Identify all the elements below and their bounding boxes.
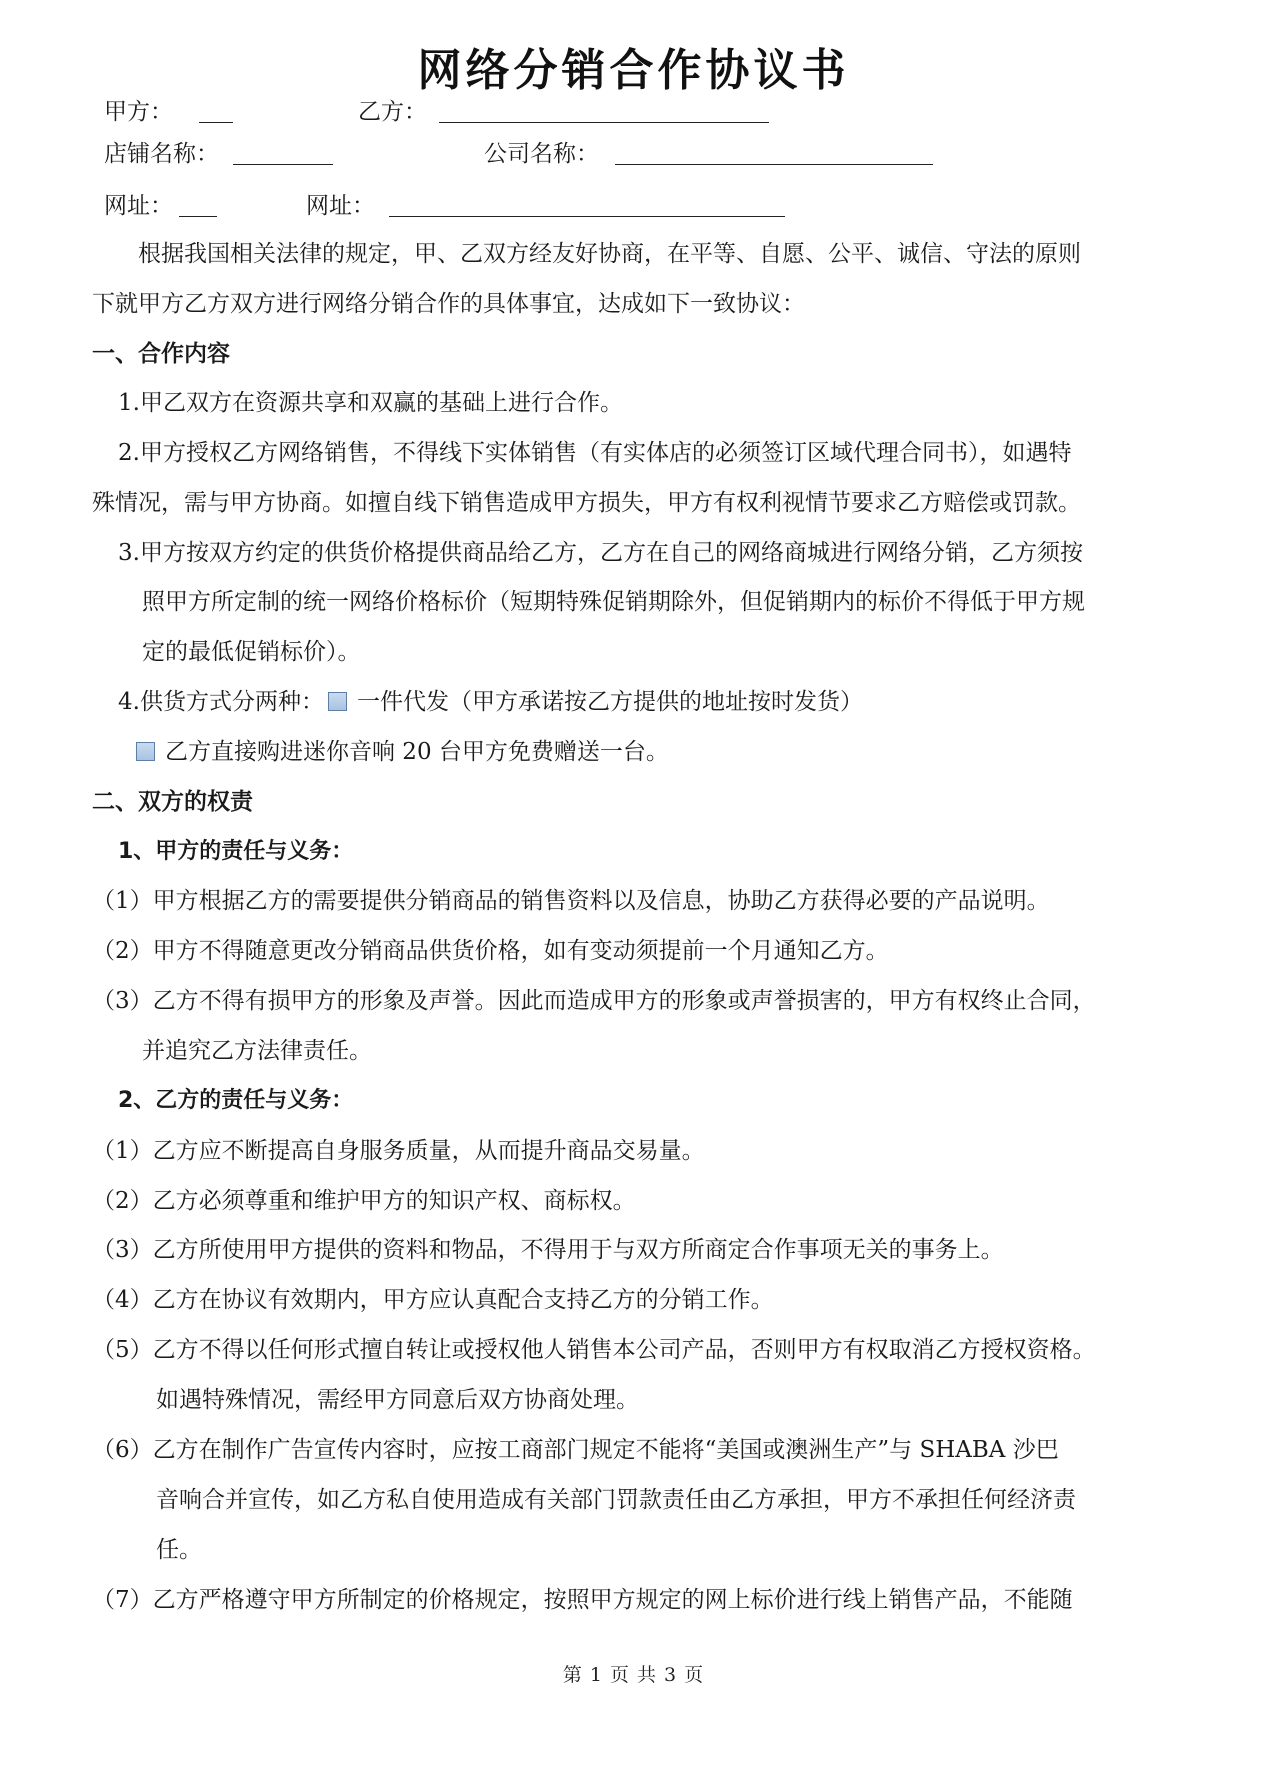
website-b-blank[interactable]: [389, 192, 785, 217]
sub-heading-party-b: 2、乙方的责任与义务：: [118, 1088, 354, 1113]
section-2-heading: 二、双方的权责: [92, 789, 253, 815]
clause-1-3-c: 定的最低促销标价）。: [142, 639, 361, 665]
website-b-field: [306, 190, 785, 222]
party-b-duty-2: （2）乙方必须尊重和维护甲方的知识产权、商标权。: [92, 1188, 636, 1214]
party-a-duty-3-b: 并追究乙方法律责任。: [142, 1038, 372, 1064]
party-b-duty-4: （4）乙方在协议有效期内，甲方应认真配合支持乙方的分销工作。: [92, 1287, 774, 1313]
page-footer: 第 1 页 共 3 页: [562, 1664, 705, 1686]
sub-heading-party-a: 1、甲方的责任与义务：: [118, 839, 354, 864]
party-a-duty-1: （1）甲方根据乙方的需要提供分销商品的销售资料以及信息，协助乙方获得必要的产品说明。: [92, 888, 1050, 914]
party-b-duty-6-a: （6）乙方在制作广告宣传内容时，应按工商部门规定不能将“美国或澳洲生产”与 SHABA 沙巴: [92, 1437, 1059, 1463]
company-name-label: 公司名称：: [484, 141, 599, 167]
party-b-duty-6-c: 任。: [156, 1537, 202, 1563]
shop-name-label: 店铺名称：: [104, 141, 219, 167]
party-b-duty-5-b: 如遇特殊情况，需经甲方同意后双方协商处理。: [156, 1387, 639, 1413]
checkbox-option-1[interactable]: [328, 692, 347, 711]
party-b-duty-1: （1）乙方应不断提高自身服务质量，从而提升商品交易量。: [92, 1138, 705, 1164]
party-a-duty-2: （2）甲方不得随意更改分销商品供货价格，如有变动须提前一个月通知乙方。: [92, 938, 889, 964]
party-a-field: [104, 96, 233, 128]
clause-1-3-b: 照甲方所定制的统一网络价格标价（短期特殊促销期除外，但促销期内的标价不得低于甲方规: [142, 589, 1085, 615]
party-a-label: 甲方：: [104, 99, 173, 125]
section-1-heading: 一、合作内容: [92, 341, 230, 367]
party-a-duty-3-a: （3）乙方不得有损甲方的形象及声誉。因此而造成甲方的形象或声誉损害的，甲方有权终止合同，: [92, 988, 1096, 1014]
clause-1-4-option-2: [132, 736, 669, 768]
option-2-label: 乙方直接购进迷你音响 20 台甲方免费赠送一台。: [165, 739, 669, 765]
shop-name-field: [104, 138, 333, 170]
option-1-label: 一件代发（甲方承诺按乙方提供的地址按时发货）: [356, 689, 863, 715]
checkbox-option-2[interactable]: [136, 742, 155, 761]
company-name-field: [484, 138, 933, 170]
company-name-blank[interactable]: [615, 140, 933, 165]
clause-1-1: 1.甲乙双方在资源共享和双赢的基础上进行合作。: [118, 390, 623, 416]
clause-1-3-a: 3.甲方按双方约定的供货价格提供商品给乙方，乙方在自己的网络商城进行网络分销，乙方须按: [118, 540, 1083, 566]
party-b-field: [358, 96, 769, 128]
party-b-duty-5-a: （5）乙方不得以任何形式擅自转让或授权他人销售本公司产品，否则甲方有权取消乙方授权资格。: [92, 1337, 1096, 1363]
shop-name-blank[interactable]: [233, 140, 333, 165]
party-b-duty-7: （7）乙方严格遵守甲方所制定的价格规定，按照甲方规定的网上标价进行线上销售产品，不能随: [92, 1587, 1073, 1613]
party-b-duty-6-b: 音响合并宣传，如乙方私自使用造成有关部门罚款责任由乙方承担，甲方不承担任何经济责: [156, 1487, 1076, 1513]
website-b-label: 网址：: [306, 193, 375, 219]
website-a-blank[interactable]: [179, 192, 217, 217]
party-a-blank[interactable]: [199, 98, 233, 123]
document-title: 网络分销合作协议书: [417, 45, 850, 96]
clause-1-2-a: 2.甲方授权乙方网络销售，不得线下实体销售（有实体店的必须签订区域代理合同书），如遇特: [118, 440, 1072, 466]
clause-1-4: [118, 686, 863, 718]
website-a-label: 网址：: [104, 193, 173, 219]
supply-prefix: 4.供货方式分两种：: [118, 689, 324, 715]
intro-line-1: 根据我国相关法律的规定，甲、乙双方经友好协商，在平等、自愿、公平、诚信、守法的原则: [138, 241, 1081, 267]
intro-line-2: 下就甲方乙方双方进行网络分销合作的具体事宜，达成如下一致协议：: [92, 291, 805, 317]
party-b-blank[interactable]: [439, 98, 769, 123]
website-a-field: [104, 190, 217, 222]
party-b-duty-3: （3）乙方所使用甲方提供的资料和物品，不得用于与双方所商定合作事项无关的事务上。: [92, 1237, 1004, 1263]
clause-1-2-b: 殊情况，需与甲方协商。如擅自线下销售造成甲方损失，甲方有权利视情节要求乙方赔偿或罚款。: [92, 490, 1081, 516]
party-b-label: 乙方：: [358, 99, 427, 125]
